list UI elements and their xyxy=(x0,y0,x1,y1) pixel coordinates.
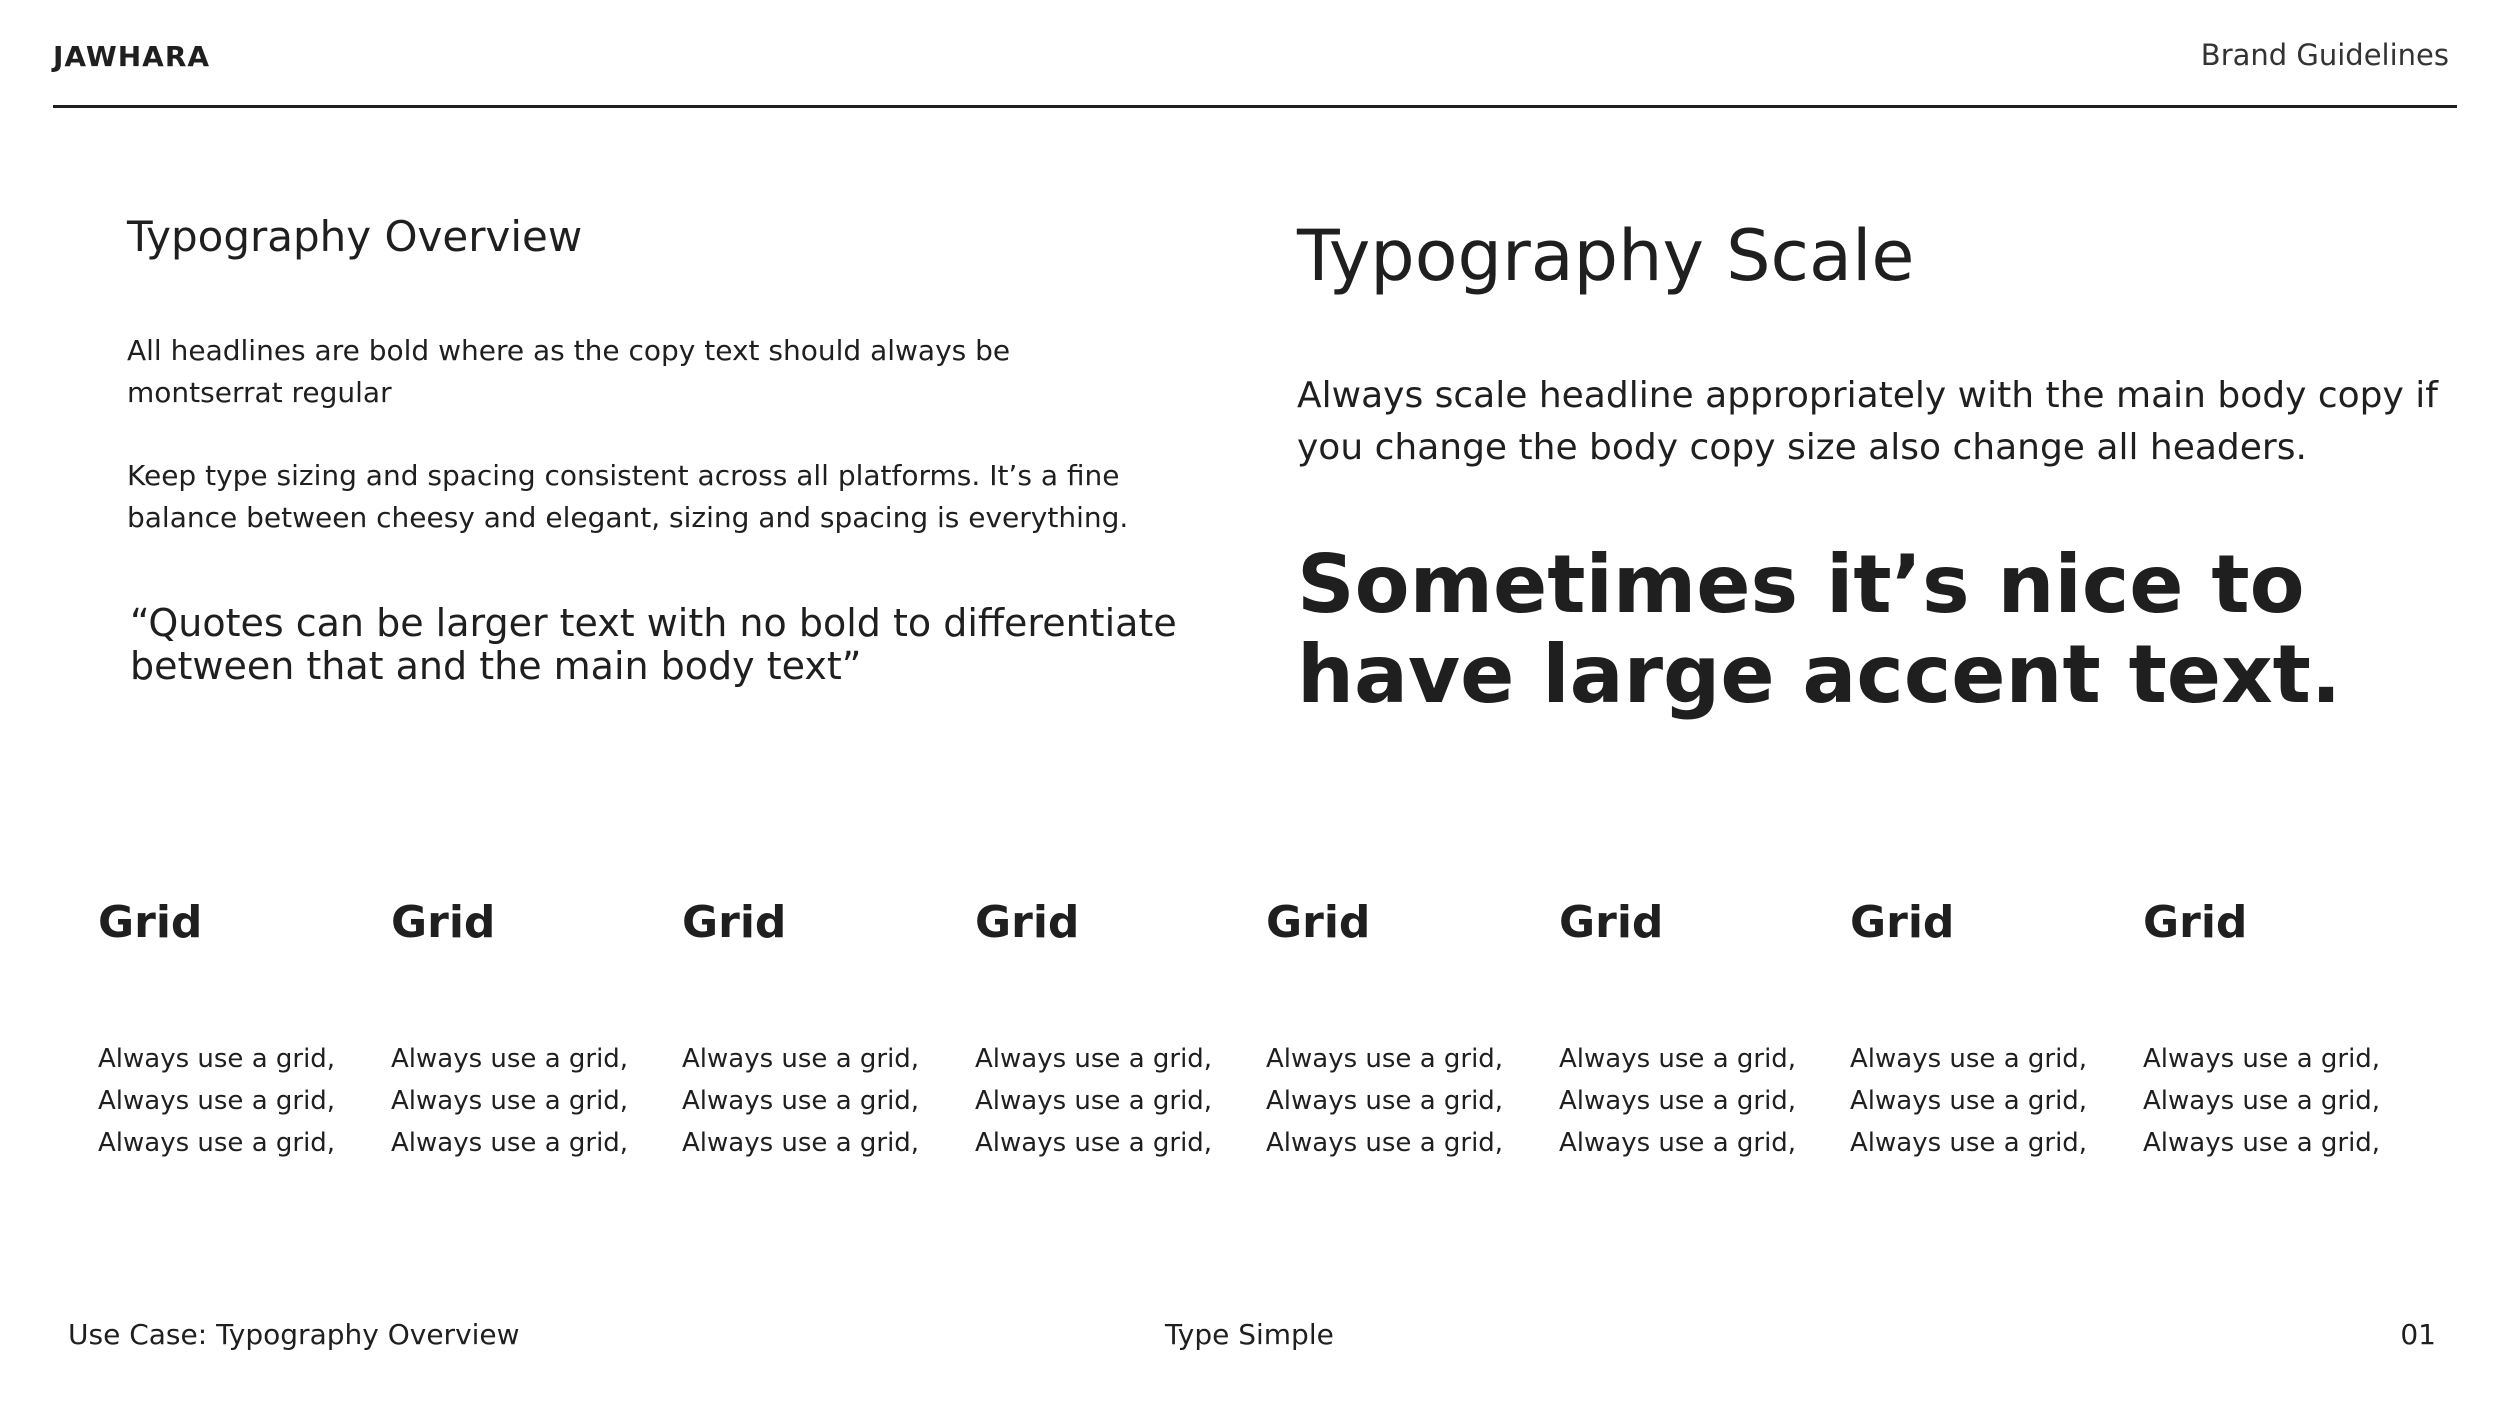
grid-heading: Grid xyxy=(2143,897,2248,948)
grid-line: Always use a grid, xyxy=(1266,1128,1504,1158)
page-number: 01 xyxy=(2400,1318,2436,1351)
grid-line: Always use a grid, xyxy=(682,1086,920,1116)
grid-line: Always use a grid, xyxy=(391,1044,629,1074)
grid-line: Always use a grid, xyxy=(1559,1086,1797,1116)
grid-line: Always use a grid, xyxy=(98,1128,336,1158)
grid-line: Always use a grid, xyxy=(391,1128,629,1158)
grid-line: Always use a grid, xyxy=(98,1044,336,1074)
scale-body: Always scale headline appropriately with the main body copy if you change the body copy size also change all headers. xyxy=(1297,375,2438,468)
grid-heading: Grid xyxy=(975,897,1080,948)
grid-heading: Grid xyxy=(98,897,203,948)
grid-heading: Grid xyxy=(1266,897,1371,948)
scale-accent-text: Sometimes it’s nice to have large accent text. xyxy=(1297,538,2342,721)
grid-column-2 xyxy=(391,893,676,1164)
document-title: Brand Guidelines xyxy=(2200,38,2449,72)
scale-title: Typography Scale xyxy=(1297,215,1915,297)
grid-heading: Grid xyxy=(1559,897,1664,948)
grid-line: Always use a grid, xyxy=(975,1128,1213,1158)
grid-column-5 xyxy=(1266,893,1551,1164)
grid-line: Always use a grid, xyxy=(2143,1086,2381,1116)
grid-column-3 xyxy=(682,893,967,1164)
overview-title: Typography Overview xyxy=(127,212,583,261)
grid-line: Always use a grid, xyxy=(1266,1044,1504,1074)
grid-line: Always use a grid, xyxy=(1850,1128,2088,1158)
overview-paragraph-1: All headlines are bold where as the copy text should always be montserrat regular xyxy=(127,334,1011,409)
grid-line: Always use a grid, xyxy=(1559,1044,1797,1074)
grid-heading: Grid xyxy=(682,897,787,948)
grid-line: Always use a grid, xyxy=(2143,1128,2381,1158)
grid-line: Always use a grid, xyxy=(682,1044,920,1074)
grid-line: Always use a grid, xyxy=(391,1086,629,1116)
grid-column-6 xyxy=(1559,893,1844,1164)
grid-line: Always use a grid, xyxy=(1266,1086,1504,1116)
grid-column-8 xyxy=(2143,893,2428,1164)
grid-line: Always use a grid, xyxy=(975,1086,1213,1116)
grid-line: Always use a grid, xyxy=(98,1086,336,1116)
grid-column-4 xyxy=(975,893,1260,1164)
grid-line: Always use a grid, xyxy=(1850,1044,2088,1074)
overview-quote: “Quotes can be larger text with no bold to differentiate between that and the main body text” xyxy=(130,601,1177,688)
grid-heading: Grid xyxy=(1850,897,1955,948)
grid-column-1 xyxy=(98,893,383,1164)
grid-line: Always use a grid, xyxy=(682,1128,920,1158)
grid-line: Always use a grid, xyxy=(975,1044,1213,1074)
grid-heading: Grid xyxy=(391,897,496,948)
brand-name: JAWHARA xyxy=(53,40,211,73)
footer-use-case: Use Case: Typography Overview xyxy=(68,1318,520,1351)
overview-paragraph-2: Keep type sizing and spacing consistent across all platforms. It’s a fine balance between cheesy and elegant, sizing and spacing is everything. xyxy=(127,459,1129,534)
grid-line: Always use a grid, xyxy=(2143,1044,2381,1074)
footer-center-label: Type Simple xyxy=(1165,1318,1334,1351)
grid-line: Always use a grid, xyxy=(1559,1128,1797,1158)
grid-column-7 xyxy=(1850,893,2135,1164)
grid-line: Always use a grid, xyxy=(1850,1086,2088,1116)
header-divider xyxy=(53,105,2457,108)
